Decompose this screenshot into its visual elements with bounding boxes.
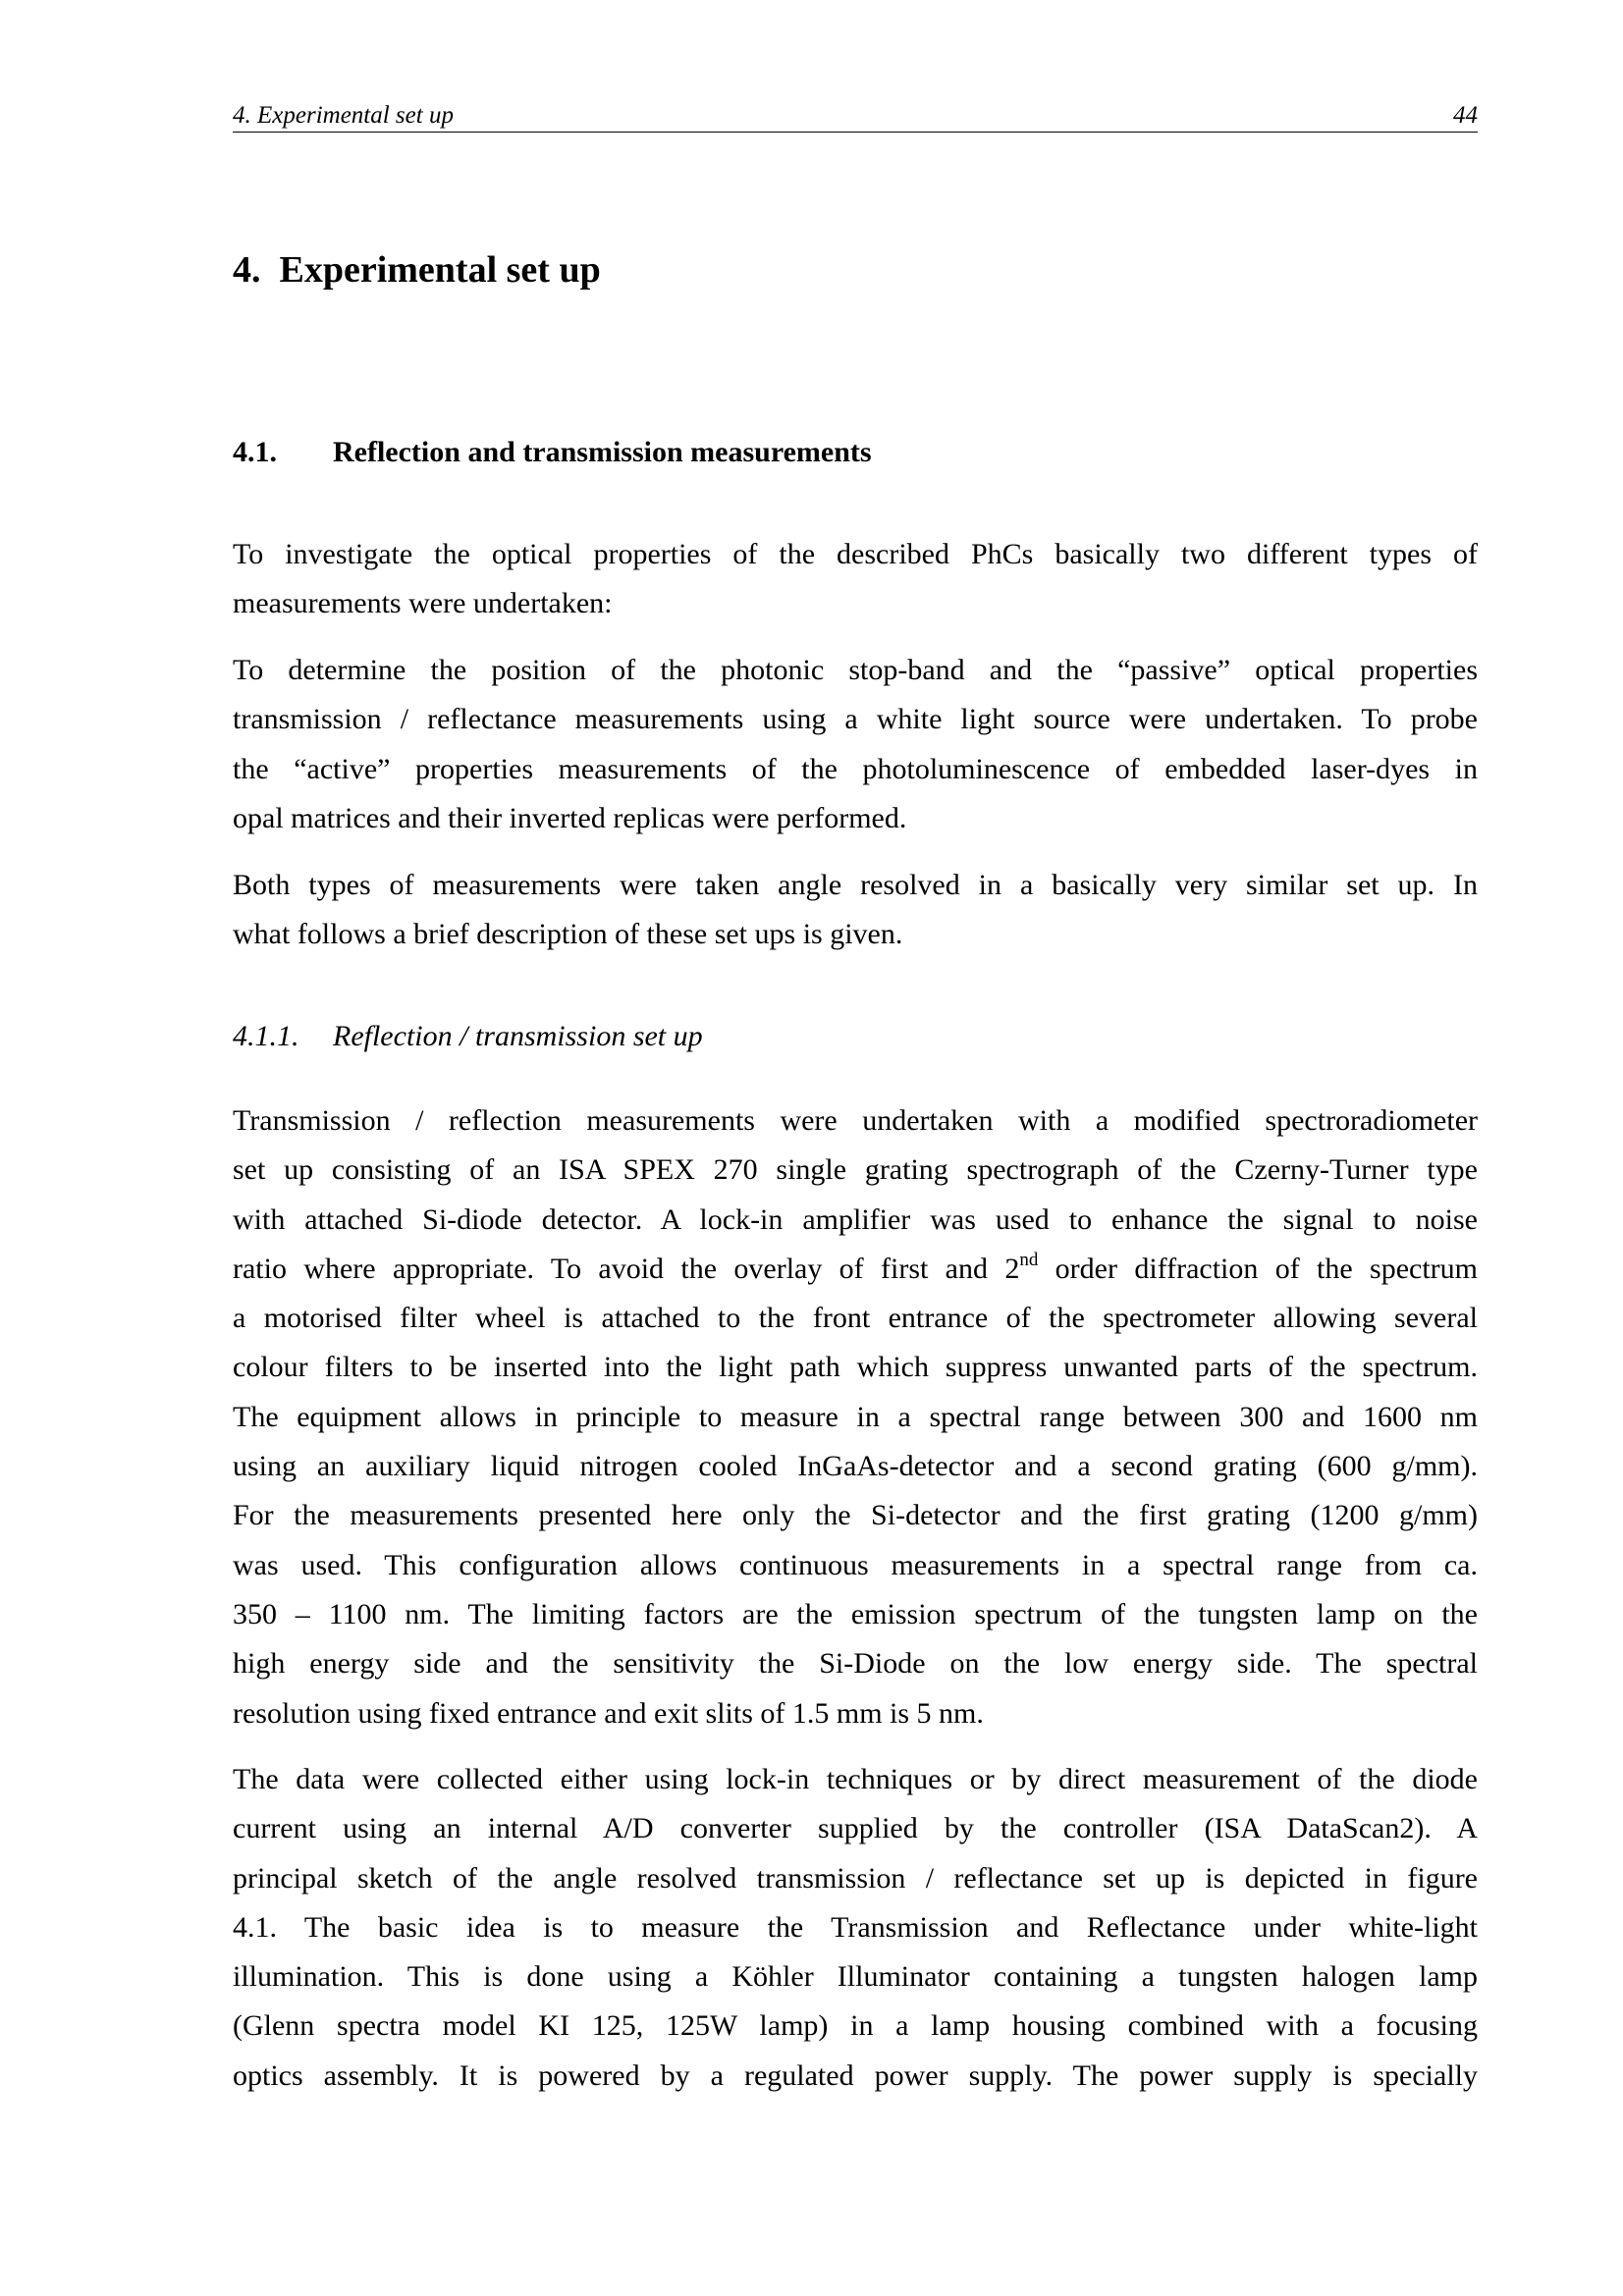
text-line: resolution using fixed entrance and exit slits of 1.5 mm is 5 nm. <box>233 1696 984 1730</box>
text-line: illumination. This is done using a Köhler Illuminator containing a tungsten halogen lamp <box>233 1960 1478 1994</box>
text-line: measurements were undertaken: <box>233 587 613 620</box>
text-segment: ratio where appropriate. To avoid the overlay of first and 2 <box>233 1252 1020 1285</box>
text-line: set up consisting of an ISA SPEX 270 single grating spectrograph of the Czerny-Turner type <box>233 1153 1478 1187</box>
text-line: opal matrices and their inverted replicas were performed. <box>233 801 907 834</box>
text-line: high energy side and the sensitivity the Si-Diode on the low energy side. The spectral <box>233 1647 1478 1681</box>
text-line: current using an internal A/D converter supplied by the controller (ISA DataScan2). A <box>233 1812 1478 1845</box>
body-paragraph-2 <box>233 1755 1478 2101</box>
text-line: Transmission / reflection measurements were undertaken with a modified spectroradiometer <box>233 1104 1478 1137</box>
text-line: Both types of measurements were taken angle resolved in a basically very similar set up. In <box>233 869 1478 901</box>
text-line: 4.1. The basic idea is to measure the Transmission and Reflectance under white-light <box>233 1910 1478 1944</box>
text-segment: order diffraction of the spectrum <box>1038 1252 1479 1285</box>
text-line-superscript <box>233 1245 1478 1294</box>
text-line: The data were collected either using lock-in techniques or by direct measurement of the diode <box>233 1763 1478 1795</box>
text-line: colour filters to be inserted into the light path which suppress unwanted parts of the spectrum. <box>233 1351 1478 1384</box>
running-title: 4. Experimental set up <box>233 102 454 129</box>
text-line: the “active” properties measurements of the photoluminescence of embedded laser-dyes in <box>233 752 1478 785</box>
text-line: what follows a brief description of these set ups is given. <box>233 918 903 951</box>
subsection-heading <box>233 1020 1478 1053</box>
section-title: Reflection and transmission measurements <box>333 436 872 468</box>
intro-paragraph-3 <box>233 861 1478 960</box>
text-line: The equipment allows in principle to measure in a spectral range between 300 and 1600 nm <box>233 1400 1478 1433</box>
text-line: optics assembly. It is powered by a regulated power supply. The power supply is specially <box>233 2058 1478 2092</box>
text-line: For the measurements presented here only the Si-detector and the first grating (1200 g/mm) <box>233 1499 1478 1532</box>
subsection-number: 4.1.1. <box>233 1020 299 1052</box>
subsection-title: Reflection / transmission set up <box>333 1020 703 1052</box>
section-number: 4.1. <box>233 436 277 468</box>
page-number: 44 <box>1453 102 1478 129</box>
text-line: transmission / reflectance measurements using a white light source were undertaken. To probe <box>233 703 1478 736</box>
text-line: 350 – 1100 nm. The limiting factors are the emission spectrum of the tungsten lamp on the <box>233 1597 1478 1630</box>
text-line: (Glenn spectra model KI 125, 125W lamp) in a lamp housing combined with a focusing <box>233 2009 1478 2043</box>
text-line: To determine the position of the photonic stop-band and the “passive” optical properties <box>233 654 1478 686</box>
body-paragraph-1 <box>233 1096 1478 1738</box>
section-heading <box>233 436 1478 469</box>
text-line: a motorised filter wheel is attached to the front entrance of the spectrometer allowing several <box>233 1302 1478 1335</box>
text-line: using an auxiliary liquid nitrogen cooled InGaAs-detector and a second grating (600 g/mm). <box>233 1450 1478 1483</box>
text-line: with attached Si-diode detector. A lock-in amplifier was used to enhance the signal to noise <box>233 1202 1478 1236</box>
text-line: was used. This configuration allows continuous measurements in a spectral range from ca. <box>233 1548 1478 1581</box>
text-line: To investigate the optical properties of the described PhCs basically two different types of <box>233 538 1478 570</box>
superscript: nd <box>1019 1249 1039 1270</box>
running-header <box>233 96 1478 133</box>
intro-paragraph-2 <box>233 646 1478 843</box>
line-with-superscript <box>233 1245 1478 1294</box>
text-line: principal sketch of the angle resolved transmission / reflectance set up is depicted in figure <box>233 1861 1478 1895</box>
chapter-title: 4. Experimental set up <box>233 249 601 291</box>
intro-paragraph-1 <box>233 530 1478 629</box>
